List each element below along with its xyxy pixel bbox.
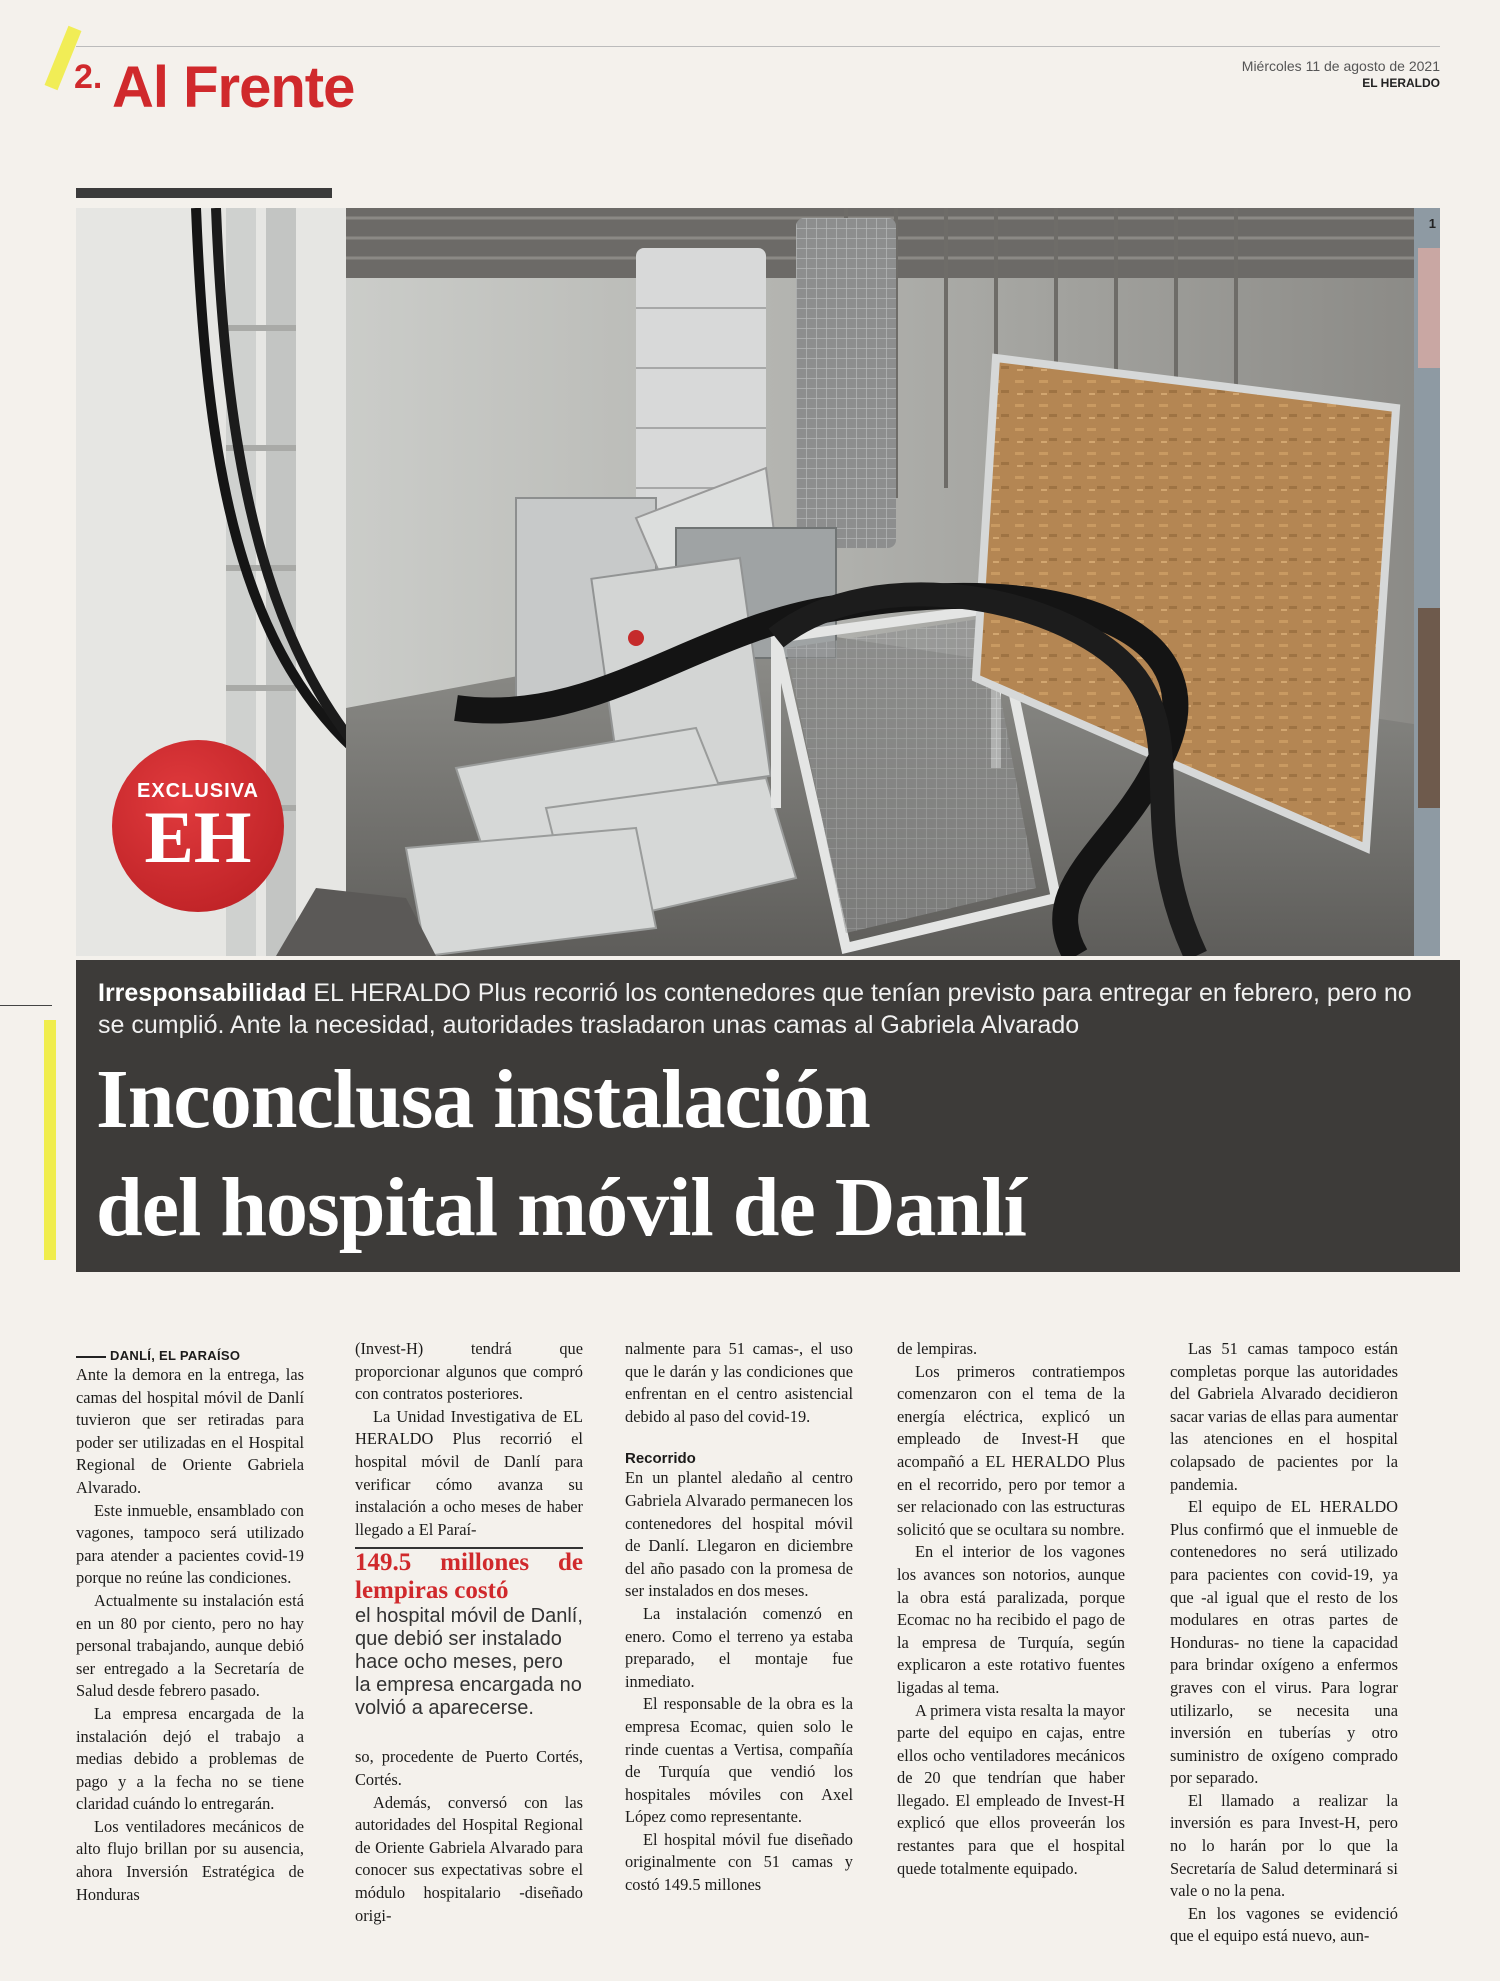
pull-quote-number: 149.5 millones de lempiras costó [355, 1549, 583, 1605]
issue-date: Miércoles 11 de agosto de 2021 [1241, 58, 1440, 74]
margin-line [0, 1005, 52, 1006]
exclusive-badge [112, 740, 284, 912]
paragraph: La Unidad Investigativa de EL HERALDO Plus recorrió el hospital móvil de Danlí para verificar cómo avanza su instalación a ocho meses de haber llegado a El Paraí- [355, 1406, 583, 1539]
paragraph: El equipo de EL HERALDO Plus confirmó que el inmueble de contenedores no será utilizado para pacientes con covid-19, ya que -al igual que el resto de los modulares en otras partes de Honduras- no tiene la capacidad para brindar oxígeno a enfermos graves con el virus. Para lograr utilizarlo, se necesita una inversión en tuberías y otro suministro de oxígeno comprado por separado. [1170, 1497, 1398, 1788]
paragraph: El responsable de la obra es la empresa Ecomac, quien solo le rinde cuentas a Vertisa, compañía de Turquía que vendió los hospitales móviles con Axel López como representante. [625, 1694, 853, 1827]
page-number: 2. [74, 58, 103, 96]
paragraph: A primera vista resalta la mayor parte del equipo en cajas, entre ellos ocho ventiladores mecánicos de 20 que tendrían que haber llegado. El empleado de Invest-H explicó que ellos proveerán los restantes para que el hospital quede totalmente equipado. [897, 1700, 1125, 1878]
kicker-label: Irresponsabilidad [98, 979, 307, 1007]
headline-line-2: del hospital móvil de Danlí [96, 1161, 1026, 1254]
pull-quote-text: el hospital móvil de Danlí, que debió ser instalado hace ocho meses, pero la empresa encargada no volvió a aparecerse. [355, 1605, 583, 1720]
kicker-text: EL HERALDO Plus recorrió los contenedores que tenían previsto para entregar en febrero, pero no se cumplió. Ante la necesidad, autoridades trasladaron unas camas al Gabriela Alvarado [98, 979, 1412, 1039]
paragraph: (Invest-H) tendrá que proporcionar algunos que compró con contratos posteriores. [355, 1339, 583, 1404]
highlighter-margin [44, 1020, 56, 1260]
headline-line-1: Inconclusa instalación [96, 1053, 870, 1146]
article-column-3 [625, 1338, 853, 1897]
paragraph: Los ventiladores mecánicos de alto flujo brillan por su ausencia, ahora Inversión Estratégica de Honduras [76, 1816, 304, 1904]
badge-label: EXCLUSIVA [137, 780, 259, 802]
paragraph: El llamado a realizar la inversión es para Invest-H, pero no lo harán por lo que la Secretaría de Salud determinará si vale o no la pena. [1170, 1790, 1398, 1901]
paragraph: Ante la demora en la entrega, las camas del hospital móvil de Danlí tuvieron que ser retiradas para poder ser utilizadas en el Hospital Regional de Oriente Gabriela Alvarado. [76, 1365, 304, 1497]
paragraph: La empresa encargada de la instalación dejó el trabajo a medias debido a problemas de pago y a la fecha no se tiene claridad cuándo lo entregarán. [76, 1703, 304, 1814]
top-rule [76, 46, 1440, 47]
kicker [98, 977, 1438, 1041]
paragraph: Este inmueble, ensamblado con vagones, tampoco será utilizado para atender a pacientes covid-19 porque no reúne las condiciones. [76, 1500, 304, 1588]
paragraph: so, procedente de Puerto Cortés, Cortés. [355, 1747, 583, 1789]
headline [96, 1046, 1456, 1262]
article-column-5 [1170, 1338, 1398, 1948]
paragraph: nalmente para 51 camas-, el uso que le darán y las condiciones que enfrentan en el centro asistencial debido al paso del covid-19. [625, 1339, 853, 1426]
article-column-1 [76, 1348, 304, 1906]
paragraph: Las 51 camas tampoco están completas porque las autoridades del Gabriela Alvarado decidieron sacar varias de ellas para aumentar las atenciones en el hospital colapsado de pacientes por la pandemia. [1170, 1339, 1398, 1494]
paragraph: Actualmente su instalación está en un 80 por ciento, pero no hay personal trabajando, aunque debió ser entregado a la Secretaría de Salud desde febrero pasado. [76, 1590, 304, 1701]
newspaper-name: EL HERALDO [1362, 76, 1440, 90]
paragraph: Los primeros contratiempos comenzaron con el tema de la energía eléctrica, explicó un empleado de Invest-H que acompañó a EL HERALDO Plus en el recorrido, pero por temor a ser relacionado con las estructuras solicitó que se ocultara su nombre. [897, 1361, 1125, 1539]
paragraph: La instalación comenzó en enero. Como el terreno ya estaba preparado, el montaje fue inmediato. [625, 1603, 853, 1691]
badge-logo: EH [144, 797, 252, 879]
paragraph: En un plantel aledaño al centro Gabriela Alvarado permanecen los contenedores del hospital móvil de Danlí. Llegaron en diciembre del año pasado con la promesa de ser instalados en dos meses. [625, 1468, 853, 1601]
article-column-2 [355, 1338, 583, 1927]
subhead: Recorrido [625, 1450, 696, 1468]
paragraph: En el interior de los vagones los avances son notorios, aunque la obra está paralizada, porque Ecomac no ha recibido el pago de la empresa de Turquía, según explicaron a este rotativo fuentes ligadas al tema. [897, 1542, 1125, 1697]
paragraph: de lempiras. [897, 1339, 978, 1358]
article-column-4 [897, 1338, 1125, 1880]
dateline: DANLÍ, EL PARAÍSO [76, 1348, 304, 1363]
paragraph: Además, conversó con las autoridades del Hospital Regional de Oriente Gabriela Alvarado para conocer sus expectativas sobre el módulo hospitalario -diseñado origi- [355, 1792, 583, 1925]
paragraph: En los vagones se evidenció que el equipo está nuevo, aun- [1170, 1903, 1398, 1946]
photo-number: 1 [1428, 216, 1436, 231]
section-title: Al Frente [112, 55, 355, 120]
paragraph: El hospital móvil fue diseñado originalmente con 51 camas y costó 149.5 millones [625, 1829, 853, 1895]
section-rule [76, 188, 332, 198]
